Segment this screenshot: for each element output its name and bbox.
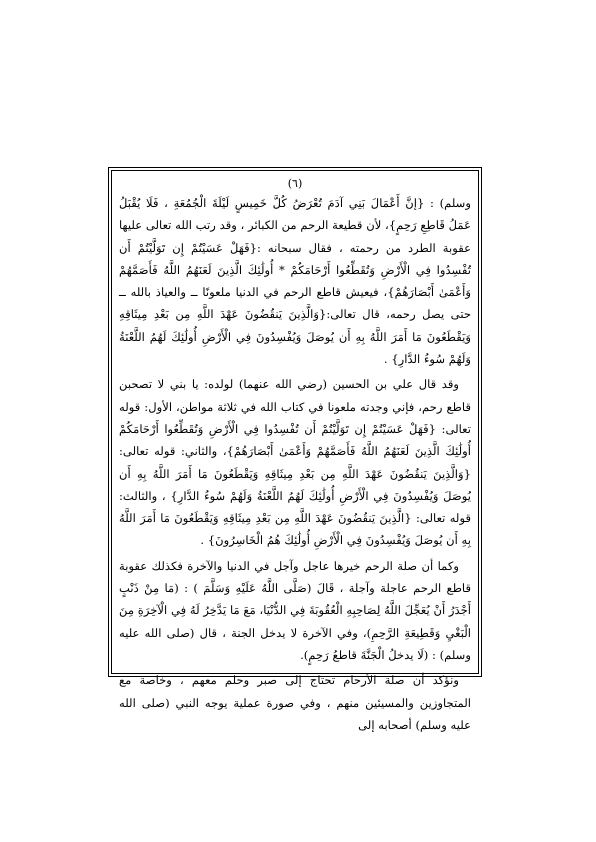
paragraph-2: وقد قال علي بن الحسين (رضي الله عنهما) لولده: يا بني لا تصحبن قاطع رحم، فإني وجدته ملعونا في كتاب الله في ثلاثة مواطن، الأول: قوله تعالى: {فَهَلْ عَسَيْتُمْ إِن تَوَلَّيْتُمْ أَن تُفْسِدُوا فِي الْأَرْضِ وَتُقَطِّعُوا أَرْحَامَكُمْ أُولَٰئِكَ الَّذِينَ لَعَنَهُمُ اللَّهُ فَأَصَمَّهُمْ وَأَعْمَىٰ أَبْصَارَهُمْ}، والثاني: قوله تعالى: {وَالَّذِينَ يَنقُضُونَ عَهْدَ اللَّهِ مِن بَعْدِ مِيثَاقِهِ وَيَقْطَعُونَ مَا أَمَرَ اللَّهُ بِهِ أَن يُوصَلَ وَيُفْسِدُونَ فِي الْأَرْضِ أُولَٰئِكَ لَهُمُ اللَّعْنَةُ وَلَهُمْ سُوءُ الدَّارِ} ، والثالث: قوله تعالى: {الَّذِينَ يَنقُضُونَ عَهْدَ اللَّهِ مِن بَعْدِ مِيثَاقِهِ وَيَقْطَعُونَ مَا أَمَرَ اللَّهُ بِهِ أَن يُوصَلَ وَيُفْسِدُونَ فِي الْأَرْضِ أُولَٰئِكَ هُمُ الْخَاسِرُونَ} . [119, 377, 471, 548]
paragraph-1: وسلم) : {إنَّ أَعْمَالَ بَنِي آدَمَ تُعْرَضُ كُلَّ خَمِيسٍ لَيْلَةَ الْجُمُعَةِ ، فَلَا يُقْبَلُ عَمَلُ قَاطِعِ رَحِمٍ}، لأن قطيعة الرحم من الكبائر ، وقد رتب الله تعالى عليها عقوبة الطرد من رحمته ، فقال سبحانه :{فَهَلْ عَسَيْتُمْ إِن تَوَلَّيْتُمْ أَن تُفْسِدُوا فِي الْأَرْضِ وَتُقَطِّعُوا أَرْحَامَكُمْ * أُولَٰئِكَ الَّذِينَ لَعَنَهُمُ اللَّهُ فَأَصَمَّهُمْ وَأَعْمَىٰ أَبْصَارَهُمْ}، فيعيش قاطع الرحم في الدنيا ملعونًا ــ والعياذ بالله ــ حتى يصل رحمه، قال تعالى:{وَالَّذِينَ يَنقُضُونَ عَهْدَ اللَّهِ مِن بَعْدِ مِيثَاقِهِ وَيَقْطَعُونَ مَا أَمَرَ اللَّهُ بِهِ أَن يُوصَلَ وَيُفْسِدُونَ فِي الْأَرْضِ أُولَٰئِكَ لَهُمُ اللَّعْنَةُ وَلَهُمْ سُوءُ الدَّارِ} . [119, 196, 471, 367]
page-number: (٦) [287, 177, 303, 190]
paragraph-4: ونؤكد أن صلة الأرحام تحتاج إلى صبر وحلم معهم ، وخاصة مع المتجاوزين والمسيئين منهم ، وفي صورة عملية يوجه النبي (صلى الله عليه وسلم) أصحابه إلى [119, 673, 471, 732]
document-body [119, 192, 471, 736]
page-frame [108, 167, 482, 732]
paragraph-3: وكما أن صلة الرحم خيرها عاجل وآجل في الدنيا والآخرة فكذلك عقوبة قاطع الرحم عاجلة وآجلة ، قَالَ (صَلَّى اللَّهُ عَلَيْهِ وَسَلَّمَ ) : (مَا مِنْ ذَنْبٍ أَجْدَرُ أَنْ يُعَجِّلَ اللَّهُ لِصَاحِبِهِ الْعُقُوبَةَ فِي الدُّنْيَا، مَعَ مَا يَدَّخِرُ لَهُ فِي الْآخِرَةِ مِنَ الْبَغْيِ وَقَطِيعَةِ الرَّحِمِ)، وفي الآخرة لا يدخل الجنة ، قال (صلى الله عليه وسلم) : (لَا يدخلُ الْجَنَّةَ قاطعُ رَحِمٍ). [119, 558, 471, 662]
